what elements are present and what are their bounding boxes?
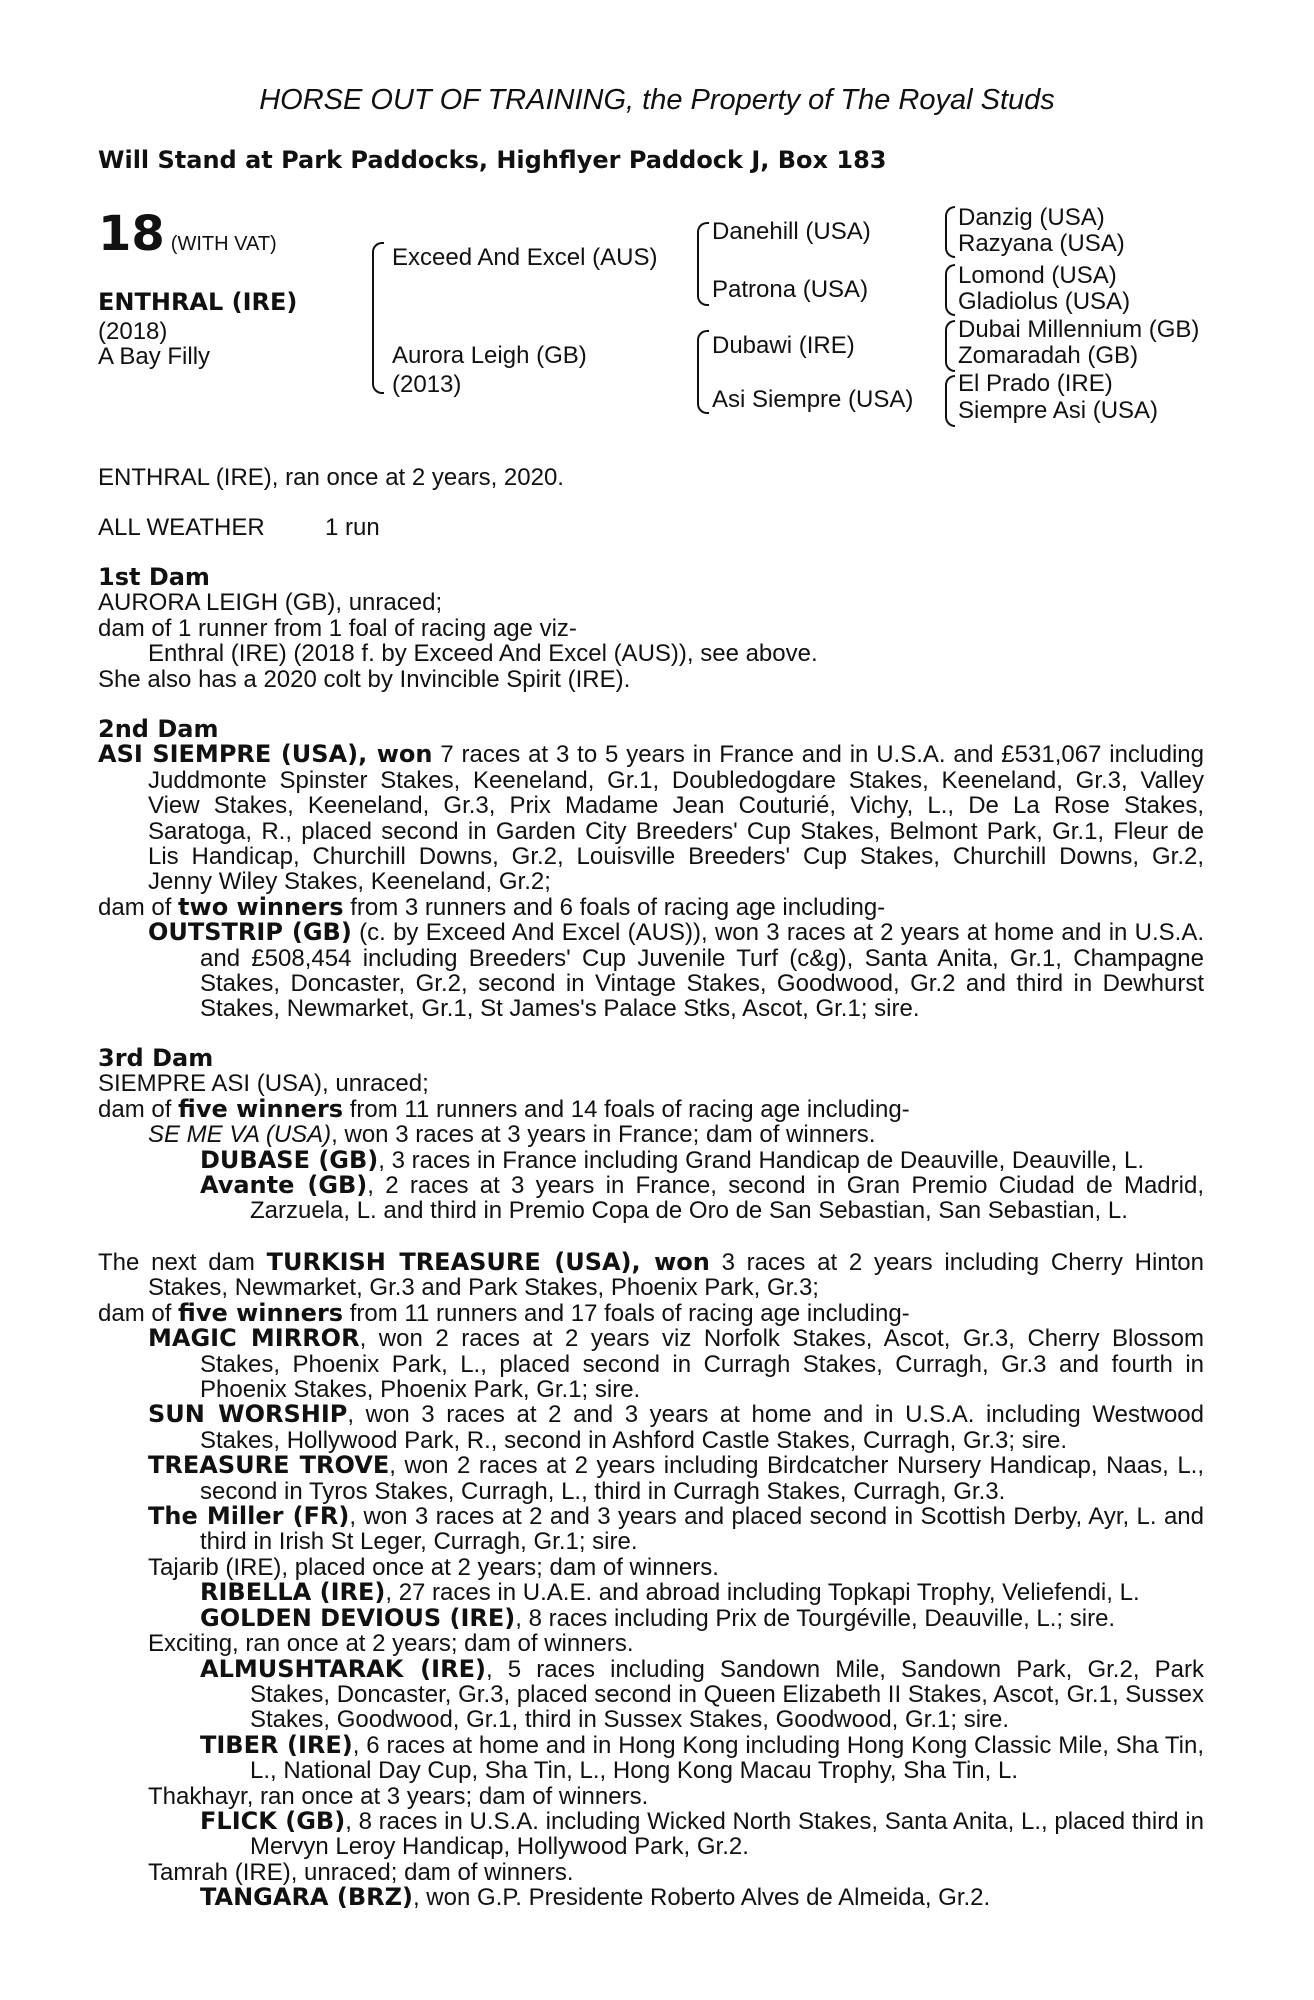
third-dam-produce: dam of five winners from 11 runners and 14 foals of racing age including- [98, 1094, 910, 1123]
first-dam-line: She also has a 2020 colt by Invincible Spirit (IRE). [98, 665, 631, 693]
first-dam-line: Enthral (IRE) (2018 f. by Exceed And Excel (AUS)), see above. [148, 640, 818, 668]
next-dam-entry: The next dam TURKISH TREASURE (USA), won 3 races at 2 years including Cherry Hinton Stakes, Newmarket, Gr.3 and Park Stakes, Phoenix Park, Gr.3; [98, 1248, 1204, 1302]
dubase-entry: DUBASE (GB), 3 races in France including Grand Handicap de Deauville, Deauville, L. [200, 1145, 1144, 1174]
outstrip-name: OUTSTRIP (GB) [148, 918, 352, 947]
avante-entry: Avante (GB), 2 races at 3 years in France, second in Gran Premio Ciudad de Madrid, Zarzuela, L. and third in Premio Copa de Oro de San Sebastian, San Sebastian, L. [200, 1171, 1204, 1225]
pedigree-ggp-2: Razyana (USA) [958, 230, 1125, 257]
third-dam-section [98, 1046, 1204, 1224]
first-dam-heading: 1st Dam [98, 563, 210, 591]
pedigree-brace-sire [697, 222, 709, 306]
race-summary: ENTHRAL (IRE), ran once at 2 years, 2020. [98, 464, 564, 491]
pedigree-ggp-8: Siempre Asi (USA) [958, 397, 1159, 424]
pedigree-brace-ggp1 [945, 206, 955, 258]
pedigree-ggp-3: Lomond (USA) [958, 262, 1117, 289]
second-dam-name: ASI SIEMPRE (USA), won [98, 740, 433, 769]
horse-name: ENTHRAL (IRE) [98, 288, 298, 316]
pedigree-sire: Exceed And Excel (AUS) [392, 244, 658, 271]
second-dam-heading: 2nd Dam [98, 715, 219, 743]
second-dam-record: 7 races at 3 to 5 years in France and in U.S.A. and £531,067 including Juddmonte Spinster Stakes, Keeneland, Gr.1, Doubledogdare Stakes, Keeneland, Gr.3, Valley View Stakes, Keeneland, Gr.3, Prix Madame Jean Couturié, Vichy, L., De La Rose Stakes, Saratoga, R., placed second in Garden City Breeders' Cup Stakes, Belmont Park, Gr.1, Fleur de Lis Handicap, Churchill Downs, Gr.2, Louisville Breeders' Cup Stakes, Churchill Downs, Gr.2, Jenny Wiley Stakes, Keeneland, Gr.2; [148, 741, 1204, 896]
tangara-entry: TANGARA (BRZ), won G.P. Presidente Roberto Alves de Almeida, Gr.2. [200, 1883, 991, 1912]
outstrip-entry [98, 920, 1204, 1022]
first-dam-line: dam of 1 runner from 1 foal of racing age viz- [98, 614, 577, 642]
lot-number [98, 206, 277, 262]
pedigree-ggp-1: Danzig (USA) [958, 204, 1105, 231]
progeny-entry: SUN WORSHIP, won 3 races at 2 and 3 years at home and in U.S.A. including Westwood Stakes, Hollywood Park, R., second in Ashford Castle Stakes, Curragh, Gr.3; sire. [148, 1400, 1204, 1454]
surface-label: ALL WEATHER [98, 514, 265, 541]
pedigree-ggp-6: Zomaradah (GB) [958, 342, 1139, 369]
horse-description: A Bay Filly [98, 343, 211, 370]
pedigree-brace-ggp3 [945, 320, 955, 372]
second-dam-entry [98, 742, 1204, 894]
next-dam-produce: dam of five winners from 11 runners and 17 foals of racing age including- [98, 1298, 910, 1327]
tiber-entry: TIBER (IRE), 6 races at home and in Hong Kong including Hong Kong Classic Mile, Sha Tin, L., National Day Cup, Sha Tin, L., Hong Kong Macau Trophy, Sha Tin, L. [200, 1730, 1204, 1785]
third-dam-heading: 3rd Dam [98, 1044, 214, 1072]
page-title: HORSE OUT OF TRAINING, the Property of The Royal Studs [259, 84, 1055, 116]
pedigree-brace-dam [697, 330, 709, 414]
exciting-entry: Exciting, ran once at 2 years; dam of winners. [148, 1630, 634, 1658]
pedigree-brace-ggp4 [945, 375, 955, 427]
se-me-va-entry: SE ME VA (USA), won 3 races at 3 years in France; dam of winners. [148, 1121, 876, 1149]
surface-runs: 1 run [325, 514, 380, 541]
vat-label: (WITH VAT) [170, 233, 277, 255]
progeny-entry: MAGIC MIRROR, won 2 races at 2 years viz Norfolk Stakes, Ascot, Gr.3, Cherry Blossom Stakes, Phoenix Park, L., placed second in Curragh Stakes, Curragh, Gr.3 and fourth in Phoenix Stakes, Phoenix Park, Gr.1; sire. [148, 1324, 1205, 1404]
location-line: Will Stand at Park Paddocks, Highflyer Paddock J, Box 183 [98, 146, 887, 174]
pedigree-dam-year: (2013) [392, 371, 462, 398]
pedigree-sire-dam: Patrona (USA) [712, 276, 869, 303]
pedigree-sire-sire: Danehill (USA) [712, 218, 871, 245]
first-dam-section [98, 565, 1204, 692]
lot-number-value: 18 [98, 206, 165, 262]
pedigree-brace-gen1 [372, 242, 384, 394]
second-dam-section [98, 717, 1204, 1022]
almushtarak-entry: ALMUSHTARAK (IRE), 5 races including Sandown Mile, Sandown Park, Gr.2, Park Stakes, Doncaster, Gr.3, placed second in Queen Elizabeth II Stakes, Ascot, Gr.1, Sussex Stakes, Goodwood, Gr.1, third in Sussex Stakes, Goodwood, Gr.1; sire. [200, 1654, 1204, 1734]
golden-devious-entry: GOLDEN DEVIOUS (IRE), 8 races including Prix de Tourgéville, Deauville, L.; sire. [200, 1603, 1116, 1632]
progeny-entry: The Miller (FR), won 3 races at 2 and 3 years and placed second in Scottish Derby, Ayr, L. and third in Irish St Leger, Curragh, Gr.1; sire. [148, 1502, 1204, 1556]
thakhayr-entry: Thakhayr, ran once at 3 years; dam of winners. [148, 1782, 649, 1810]
progeny-entry: TREASURE TROVE, won 2 races at 2 years including Birdcatcher Nursery Handicap, Naas, L., second in Tyros Stakes, Curragh, L., third in Curragh Stakes, Curragh, Gr.3. [148, 1451, 1204, 1505]
pedigree-ggp-5: Dubai Millennium (GB) [958, 316, 1200, 343]
third-dam-line: SIEMPRE ASI (USA), unraced; [98, 1070, 429, 1098]
pedigree-dam-dam: Asi Siempre (USA) [712, 386, 914, 413]
horse-year: (2018) [98, 318, 168, 345]
outstrip-record: (c. by Exceed And Excel (AUS)), won 3 races at 2 years at home and in U.S.A. and £508,454 including Breeders' Cup Juvenile Turf (c&g), Santa Anita, Gr.1, Champagne Stakes, Doncaster, Gr.2, second in Vintage Stakes, Goodwood, Gr.2 and third in Dewhurst Stakes, Newmarket, Gr.1, St James's Palace Stks, Ascot, Gr.1; sire. [200, 919, 1205, 1023]
pedigree-dam: Aurora Leigh (GB) [392, 342, 587, 369]
second-dam-produce: dam of two winners from 3 runners and 6 foals of racing age including- [98, 892, 886, 921]
next-dam-section [98, 1250, 1204, 1911]
flick-entry: FLICK (GB), 8 races in U.S.A. including Wicked North Stakes, Santa Anita, L., placed third in Mervyn Leroy Handicap, Hollywood Park, Gr.2. [200, 1806, 1204, 1861]
tajarib-entry: Tajarib (IRE), placed once at 2 years; dam of winners. [148, 1553, 719, 1581]
pedigree-ggp-7: El Prado (IRE) [958, 370, 1113, 397]
pedigree-brace-ggp2 [945, 264, 955, 316]
tamrah-entry: Tamrah (IRE), unraced; dam of winners. [148, 1858, 574, 1886]
ribella-entry: RIBELLA (IRE), 27 races in U.A.E. and abroad including Topkapi Trophy, Veliefendi, L. [200, 1578, 1140, 1607]
pedigree-dam-sire: Dubawi (IRE) [712, 332, 855, 359]
first-dam-line: AURORA LEIGH (GB), unraced; [98, 589, 443, 617]
pedigree-ggp-4: Gladiolus (USA) [958, 288, 1131, 315]
